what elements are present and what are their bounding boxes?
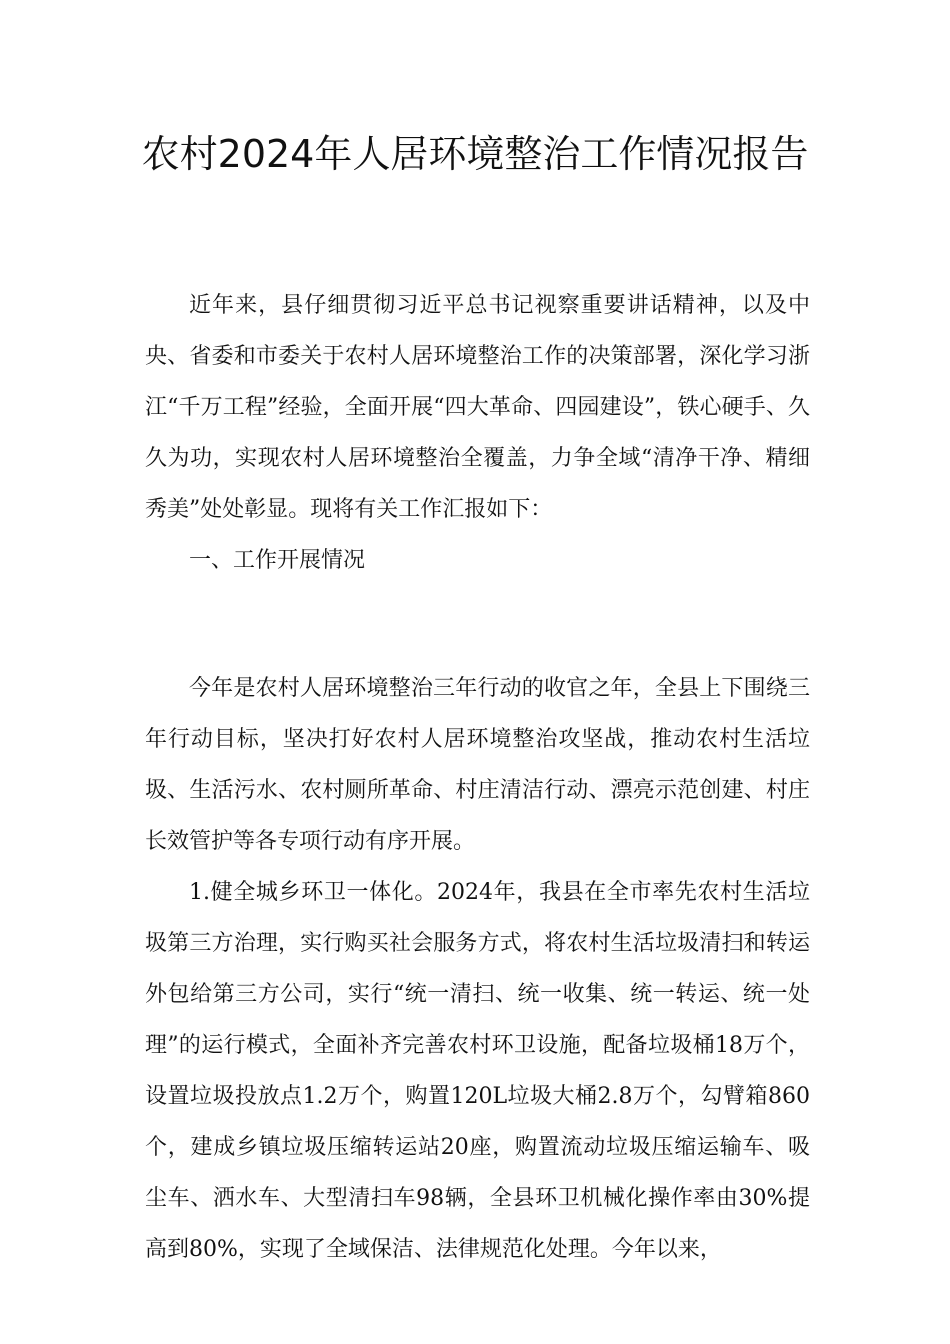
item-1-paragraph: 1.健全城乡环卫一体化。2024年，我县在全市率先农村生活垃圾第三方治理，实行购买社会服务方式，将农村生活垃圾清扫和转运外包给第三方公司，实行“统一清扫、统一收集、统一转运、统一处理”的运行模式，全面补齐完善农村环卫设施，配备垃圾桶18万个，设置垃圾投放点1.2万个，购置120L垃圾大桶2.8万个，勾臂箱860个，建成乡镇垃圾压缩转运站20座，购置流动垃圾压缩运输车、吸尘车、洒水车、大型清扫车98辆，全县环卫机械化操作率由30%提高到80%，实现了全域保洁、法律规范化处理。今年以来， <box>145 880 810 1262</box>
section-heading: 一、工作开展情况 <box>189 548 366 573</box>
section-intro-paragraph: 今年是农村人居环境整治三年行动的收官之年，全县上下围绕三年行动目标，坚决打好农村人居环境整治攻坚战，推动农村生活垃圾、生活污水、农村厕所革命、村庄清洁行动、漂亮示范创建、村庄长效管护等各专项行动有序开展。 <box>145 676 810 854</box>
document-body <box>145 280 810 1275</box>
paragraph-spacer <box>145 586 810 663</box>
intro-paragraph: 近年来，县仔细贯彻习近平总书记视察重要讲话精神，以及中央、省委和市委关于农村人居环境整治工作的决策部署，深化学习浙江“千万工程”经验，全面开展“四大革命、四园建设”，铁心硬手、久久为功，实现农村人居环境整治全覆盖，力争全域“清净干净、精细秀美”处处彰显。现将有关工作汇报如下： <box>145 293 810 522</box>
document-title: 农村2024年人居环境整治工作情况报告 <box>141 132 809 176</box>
